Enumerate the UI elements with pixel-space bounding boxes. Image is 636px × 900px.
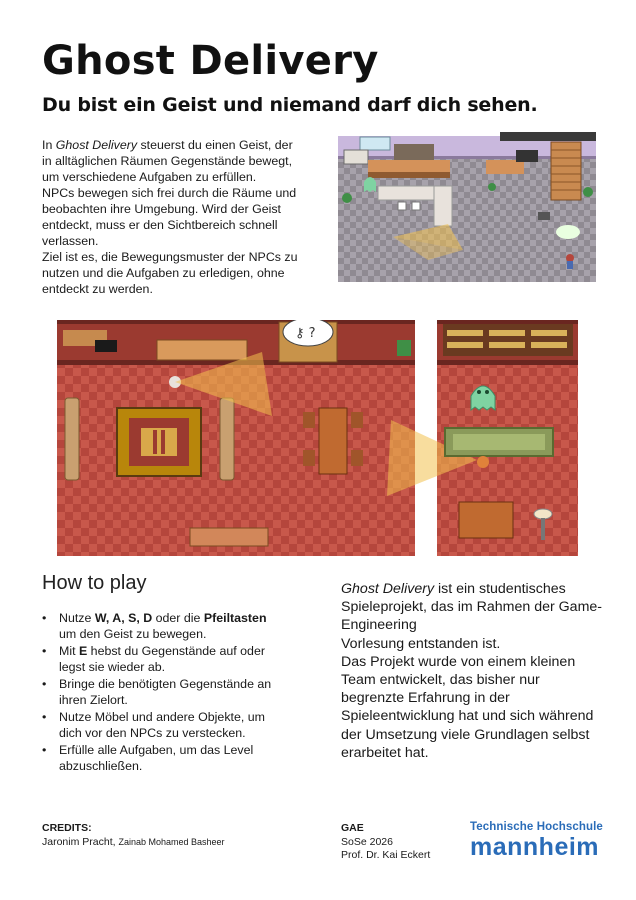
list-item: • Nutze W, A, S, D oder die Pfeiltasten um den Geist zu bewegen. (42, 610, 282, 642)
course-professor: Prof. Dr. Kai Eckert (341, 849, 431, 861)
course-heading: GAE (341, 822, 364, 834)
intro-paragraph-2: NPCs bewegen sich frei durch die Räume und beobachten ihre Umgebung. Wird der Geist entdeckt, muss er den Sichtbereich schnell verlassen. (42, 186, 297, 248)
page-subtitle: Du bist ein Geist und niemand darf dich sehen. (42, 94, 538, 116)
list-item: • Bringe die benötigten Gegenstände an ihren Zielort. (42, 676, 282, 708)
intro-paragraph-1: In Ghost Delivery steuerst du einen Geist, der in alltäglichen Räumen Gegenstände bewegt, um verschiedene Aufgaben zu erfüllen. (42, 138, 293, 184)
intro-paragraph-3: Ziel ist es, die Bewegungsmuster der NPCs zu nutzen und die Aufgaben zu erledigen, ohne entdeckt zu werden. (42, 250, 298, 296)
game-name-emphasis: Ghost Delivery (55, 138, 138, 152)
credits-names: Jaronim Pracht, Zainab Mohamed Basheer (42, 836, 225, 848)
game-name-emphasis: Ghost Delivery (341, 581, 435, 597)
svg-text:⚷ ?: ⚷ ? (295, 326, 316, 341)
living-room-screenshot (57, 320, 578, 556)
course-semester: SoSe 2026 (341, 836, 393, 848)
how-to-play-heading: How to play (42, 572, 147, 594)
living-room-scene-image (57, 320, 578, 556)
intro-text (42, 137, 304, 297)
university-logo: mannheim (470, 833, 600, 861)
how-to-play-list (42, 610, 282, 775)
list-item: • Nutze Möbel und andere Objekte, um dich vor den NPCs zu verstecken. (42, 709, 282, 741)
kitchen-scene-image (338, 132, 596, 282)
university-logo-top: Technische Hochschule (470, 821, 603, 833)
page-title: Ghost Delivery (42, 38, 379, 84)
about-text: Ghost Delivery ist ein studentisches Spieleprojekt, das im Rahmen der Game-Engineering Vorlesung entstanden ist. Das Projekt wurde von einem kleinen Team entwickelt, das bisher nur begrenzte Erfahrung in der Spieleentwicklung hat und sich während der Umsetzung viele Grundlagen selbst erarbeitet hat. (341, 581, 603, 761)
kitchen-screenshot (338, 132, 596, 282)
list-item: • Erfülle alle Aufgaben, um das Level abzuschließen. (42, 742, 282, 774)
credits-heading: CREDITS: (42, 822, 92, 834)
list-item: • Mit E hebst du Gegenstände auf oder legst sie wieder ab. (42, 643, 282, 675)
